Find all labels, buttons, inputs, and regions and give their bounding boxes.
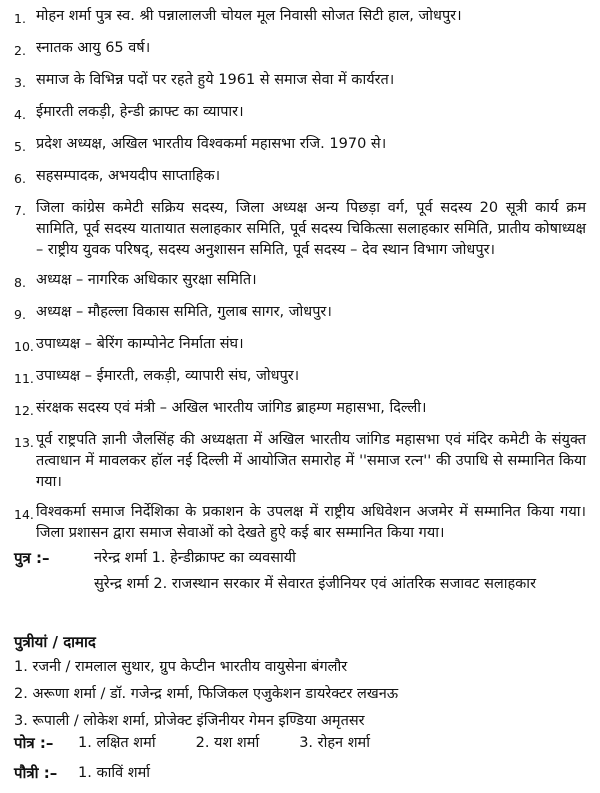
granddaughter-entry: 1. काविं शर्मा [78,765,151,781]
list-item [14,102,586,125]
item-number: 1. [14,11,26,26]
list-item [14,134,586,157]
grandsons-label: पोत्र :– [14,734,54,752]
list-item [14,430,586,493]
item-number: 11. [14,371,34,386]
item-text: विश्वकर्मा समाज निर्देशिका के प्रकाशन के उपलक्ष में राष्ट्रीय अधिवेशन अजमेर में सम्मानित किया गया। जिला प्रशासन द्वारा समाज सेवाओं को देखते हुऐ कई बार सम्मानित किया गया। [36,504,586,541]
son-entry: नरेन्द्र शर्मा 1. हेन्डीक्राफ्ट का व्यवसायी [94,550,296,566]
item-number: 13. [14,435,34,450]
list-item [14,502,586,544]
granddaughters-label: पौत्री :– [14,764,58,782]
daughters-heading: पुत्रीयां / दामाद [14,633,96,651]
grandson-entry: 1. लक्षित शर्मा [78,735,156,751]
grandson-entry: 2. यश शर्मा [195,735,260,751]
sons-label: पुत्र :– [14,549,50,567]
list-item [14,366,586,389]
list-item [14,398,586,421]
list-item [14,166,586,189]
daughter-entry: 3. रूपाली / लोकेश शर्मा, प्रोजेक्ट इंजिनीयर गेमन इण्डिया अमृतसर [14,713,365,729]
item-number: 5. [14,139,26,154]
son-entry: सुरेन्द्र शर्मा 2. राजस्थान सरकार में सेवारत इंजीनियर एवं आंतरिक सजावट सलाहकार [94,576,536,592]
sons-section [14,548,586,600]
grandson-entry: 3. रोहन शर्मा [299,735,370,751]
biography-list [14,6,586,553]
item-text: समाज के विभिन्न पदों पर रहते हुये 1961 से समाज सेवा में कार्यरत। [36,72,395,88]
list-item [14,334,586,357]
daughters-list [14,657,586,738]
item-text: अध्यक्ष – मौहल्ला विकास समिति, गुलाब सागर, जोधपुर। [36,304,332,320]
item-number: 6. [14,171,26,186]
item-text: पूर्व राष्ट्रपति ज्ञानी जैलसिंह की अध्यक्षता में अखिल भारतीय जांगिड महासभा एवं मंदिर कमेटी के संयुक्त तत्वाधान में मावलकर हॉल नई दिल्ली में आयोजित समारोह में ''समाज रत्न'' की उपाधि से सम्मानित किया गया। [36,432,586,490]
item-text: जिला कांग्रेस कमेटी सक्रिय सदस्य, जिला अध्यक्ष अन्य पिछड़ा वर्ग, पूर्व सदस्य 20 सूत्री कार्य क्रम सामिति, पूर्व सदस्य यातायात सलाहकार समिति, पूर्व सदस्य चिकित्सा सलाहकार समिति, प्रातीय कोषाध्यक्ष – राष्ट्रीय युवक परिषद्, सदस्य अनुशासन समिति, पूर्व सदस्य – देव स्थान विभाग जोधपुर। [36,200,586,258]
item-number: 9. [14,307,26,322]
list-item [14,6,586,29]
item-number: 3. [14,75,26,90]
grandsons-row [14,733,586,754]
item-number: 10. [14,339,34,354]
item-text: ईमारती लकड़ी, हेन्डी क्राफ्ट का व्यापार। [36,104,244,120]
item-text: उपाध्यक्ष – बेरिंग काम्पोनेट निर्माता संघ। [36,336,244,352]
list-item [14,38,586,61]
item-number: 7. [14,203,26,218]
item-text: सहसम्पादक, अभयदीप साप्ताहिक। [36,168,221,184]
list-item [14,198,586,261]
item-number: 12. [14,403,34,418]
item-number: 4. [14,107,26,122]
list-item [14,302,586,325]
list-item [14,70,586,93]
daughter-entry: 1. रजनी / रामलाल सुथार, ग्रुप केप्टीन भारतीय वायुसेना बंगलौर [14,659,348,675]
item-number: 2. [14,43,26,58]
item-number: 14. [14,507,34,522]
item-text: प्रदेश अध्यक्ष, अखिल भारतीय विश्वकर्मा महासभा रजि. 1970 से। [36,136,387,152]
list-item [14,270,586,293]
item-text: मोहन शर्मा पुत्र स्व. श्री पन्नालालजी चोयल मूल निवासी सोजत सिटी हाल, जोधपुर। [36,8,462,24]
item-text: उपाध्यक्ष – ईमारती, लकड़ी, व्यापारी संघ, जोधपुर। [36,368,300,384]
granddaughters-row [14,763,586,784]
item-text: अध्यक्ष – नागरिक अधिकार सुरक्षा समिति। [36,272,257,288]
item-number: 8. [14,275,26,290]
item-text: संरक्षक सदस्य एवं मंत्री – अखिल भारतीय जांगिड ब्राहम्ण महासभा, दिल्ली। [36,400,427,416]
item-text: स्नातक आयु 65 वर्ष। [36,40,151,56]
daughter-entry: 2. अरूणा शर्मा / डॉ. गजेन्द्र शर्मा, फिजिकल एजुकेशन डायरेक्टर लखनऊ [14,686,399,702]
